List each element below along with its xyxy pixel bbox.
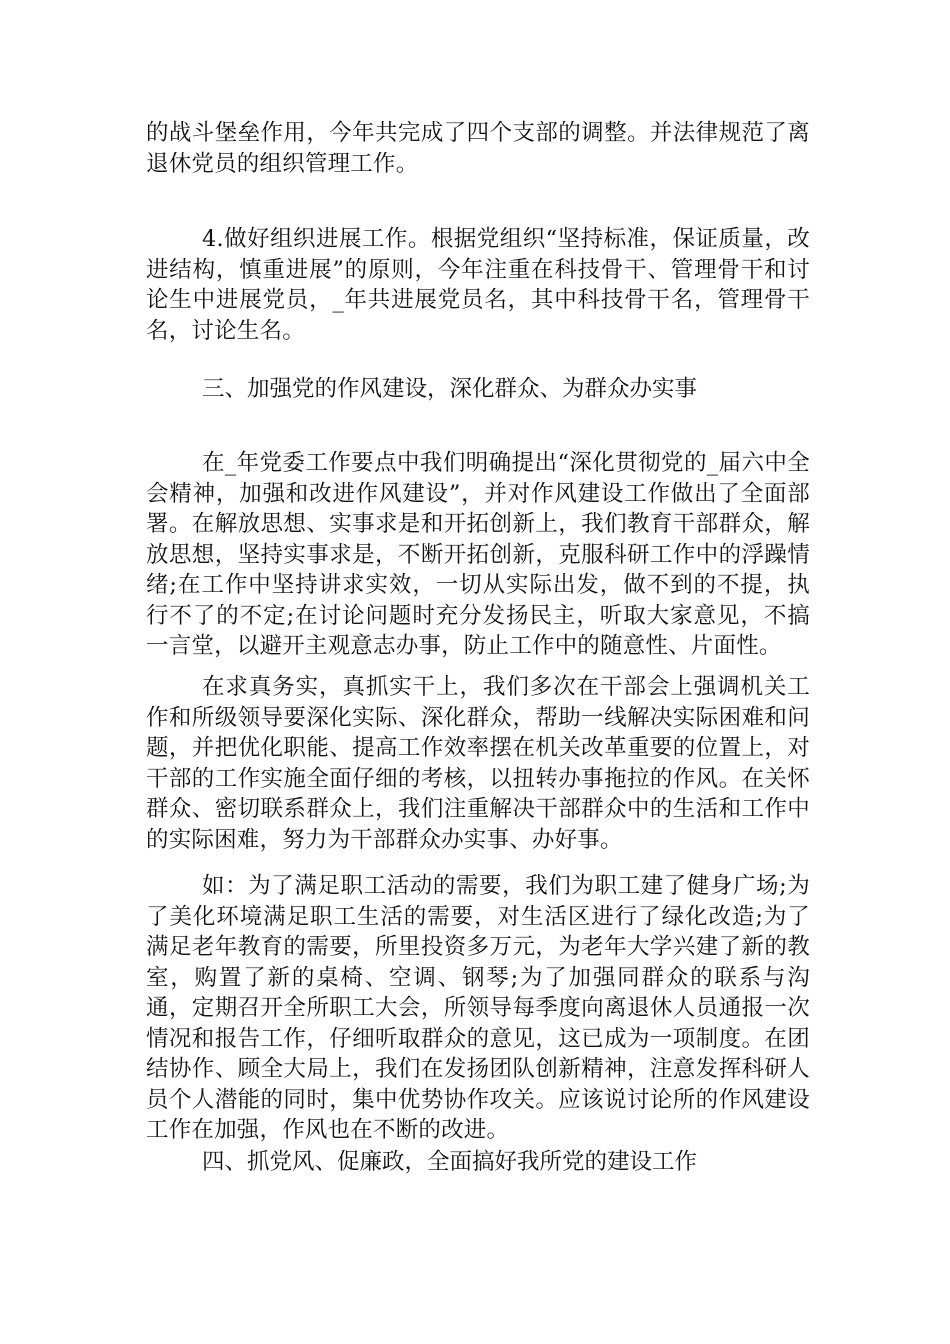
section-heading-three: 三、加强党的作风建设，深化群众、为群众办实事: [202, 376, 698, 402]
section-heading-four: 四、抓党风、促廉政，全面搞好我所党的建设工作: [202, 1149, 698, 1175]
paragraph-examples: 如：为了满足职工活动的需要，我们为职工建了健身广场;为了美化环境满足职工生活的需要，对生活区进行了绿化改造;为了满足老年教育的需要，所里投资多万元，为老年大学兴建了新的教室，购置了新的桌椅、空调、钢琴;为了加强同群众的联系与沟通，定期召开全所职工大会，所领导每季度向离退休人员通报一次情况和报告工作，仔细听取群众的意见，这已成为一项制度。在团结协作、顾全大局上，我们在发扬团队创新精神，注意发挥科研人员个人潜能的同时，集中优势协作攻关。应该说讨论所的作风建设工作在加强，作风也在不断的改进。: [146, 873, 810, 1143]
paragraph-work-style-plan: 在_年党委工作要点中我们明确提出“深化贯彻党的_届六中全会精神，加强和改进作风建设”，并对作风建设工作做出了全面部署。在解放思想、实事求是和开拓创新上，我们教育干部群众，解放思想，坚持实事求是，不断开拓创新，克服科研工作中的浮躁情绪;在工作中坚持讲求实效，一切从实际出发，做不到的不提，执行不了的不定;在讨论问题时充分发扬民主，听取大家意见，不搞一言堂，以避开主观意志办事，防止工作中的随意性、片面性。: [146, 450, 810, 659]
paragraph-continuation: 的战斗堡垒作用，今年共完成了四个支部的调整。并法律规范了离退休党员的组织管理工作。: [146, 120, 810, 177]
paragraph-organization-development: 4.做好组织进展工作。根据党组织“坚持标准，保证质量，改进结构，慎重进展”的原则，今年注重在科技骨干、管理骨干和讨论生中进展党员，_年共进展党员名，其中科技骨干名，管理骨干名，讨论生名。: [146, 226, 810, 344]
paragraph-practical-work: 在求真务实，真抓实干上，我们多次在干部会上强调机关工作和所级领导要深化实际、深化群众，帮助一线解决实际困难和问题，并把优化职能、提高工作效率摆在机关改革重要的位置上，对干部的工作实施全面仔细的考核，以扭转办事拖拉的作风。在关怀群众、密切联系群众上，我们注重解决干部群众中的生活和工作中的实际困难，努力为干部群众办实事、办好事。: [146, 674, 810, 853]
